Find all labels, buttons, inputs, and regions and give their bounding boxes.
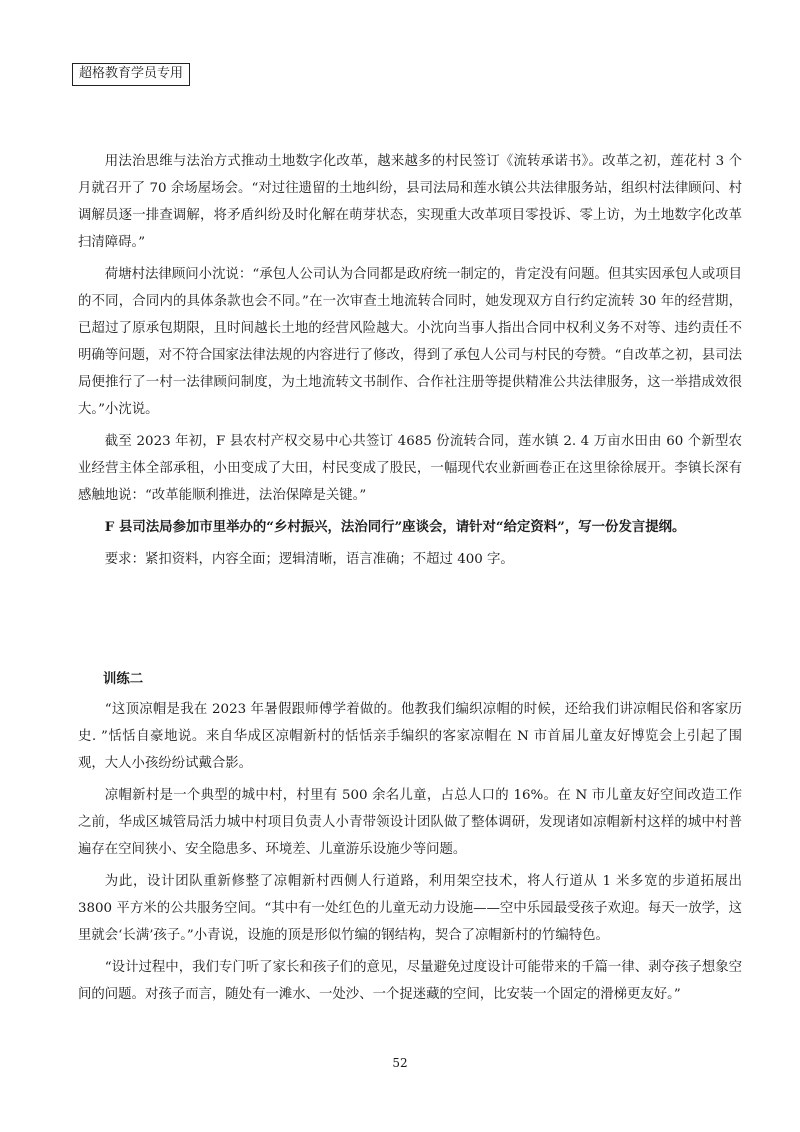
paragraph: “这顶凉帽是我在 2023 年暑假跟师傅学着做的。他教我们编织凉帽的时候，还给我们讲凉帽民俗和客家历史. ”恬恬自豪地说。来自华成区凉帽新村的恬恬亲手编织的客家凉帽在 N 市首届儿童友好博览会上引起了围观，大人小孩纷纷试戴合影。 <box>78 702 742 771</box>
section-1-body <box>78 148 742 578</box>
header-stamp: 超格教育学员专用 <box>72 63 190 86</box>
paragraph: 荷塘村法律顾问小沈说：“承包人公司认为合同都是政府统一制定的，肯定没有问题。但其实因承包人或项目的不同，合同内的具体条款也会不同。”在一次审查土地流转合同时，她发现双方自行约定流转 30 年的经营期，已超过了原承包期限，且时间越长土地的经营风险越大。小沈向当事人指出合同中权利义务不对等、违约责任不明确等问题，对不符合国家法律法规的内容进行了修改，得到了承包人公司与村民的夸赞。“自改革之初，县司法局便推行了一村一法律顾问制度，为土地流转文书制作、合作社注册等提供精准公共法律服务，这一举措成效很大。”小沈说。 <box>78 267 742 417</box>
page-number: 52 <box>392 1056 408 1070</box>
section-2-heading: 训练二 <box>103 671 144 687</box>
section-2-body <box>78 696 742 1013</box>
paragraph: 为此，设计团队重新修整了凉帽新村西侧人行道路，利用架空技术，将人行道从 1 米多宽的步道拓展出 3800 平方米的公共服务空间。“其中有一处红色的儿童无动力设施——空中乐园最受孩子欢迎。每天一放学，这里就会‘长满’孩子。”小青说，设施的顶是形似竹编的钢结构，契合了凉帽新村的竹编特色。 <box>78 874 742 943</box>
paragraph: 用法治思维与法治方式推动土地数字化改革，越来越多的村民签订《流转承诺书》。改革之初，莲花村 3 个月就召开了 70 余场屋场会。“对过往遗留的土地纠纷，县司法局和莲水镇公共法律服务站，组织村法律顾问、村调解员逐一排查调解，将矛盾纠纷及时化解在萌芽状态，实现重大改革项目零投诉、零上访，为土地数字化改革扫清障碍。” <box>78 154 742 250</box>
requirements-note: 要求：紧扣资料，内容全面；逻辑清晰，语言准确；不超过 400 字。 <box>104 552 514 567</box>
paragraph: “设计过程中，我们专门听了家长和孩子们的意见，尽量避免过度设计可能带来的千篇一律、剥夺孩子想象空间的问题。对孩子而言，随处有一滩水、一处沙、一个捉迷藏的空间，比安装一个固定的滑梯更友好。” <box>78 960 742 1002</box>
paragraph: 截至 2023 年初，F 县农村产权交易中心共签订 4685 份流转合同，莲水镇 2. 4 万亩水田由 60 个新型农业经营主体全部承租，小田变成了大田，村民变成了股民，一幅现代农业新画卷正在这里徐徐展开。李镇长深有感触地说：“改革能顺利推进，法治保障是关键。” <box>78 434 742 503</box>
question-prompt: F 县司法局参加市里举办的“乡村振兴，法治同行”座谈会，请针对“给定资料”，写一份发言提纲。 <box>104 519 686 535</box>
paragraph: 凉帽新村是一个典型的城中村，村里有 500 余名儿童，占总人口的 16%。在 N 市儿童友好空间改造工作之前，华成区城管局活力城中村项目负责人小青带领设计团队做了整体调研，发现诸如凉帽新村这样的城中村普遍存在空间狭小、安全隐患多、环境差、儿童游乐设施少等问题。 <box>78 788 742 857</box>
